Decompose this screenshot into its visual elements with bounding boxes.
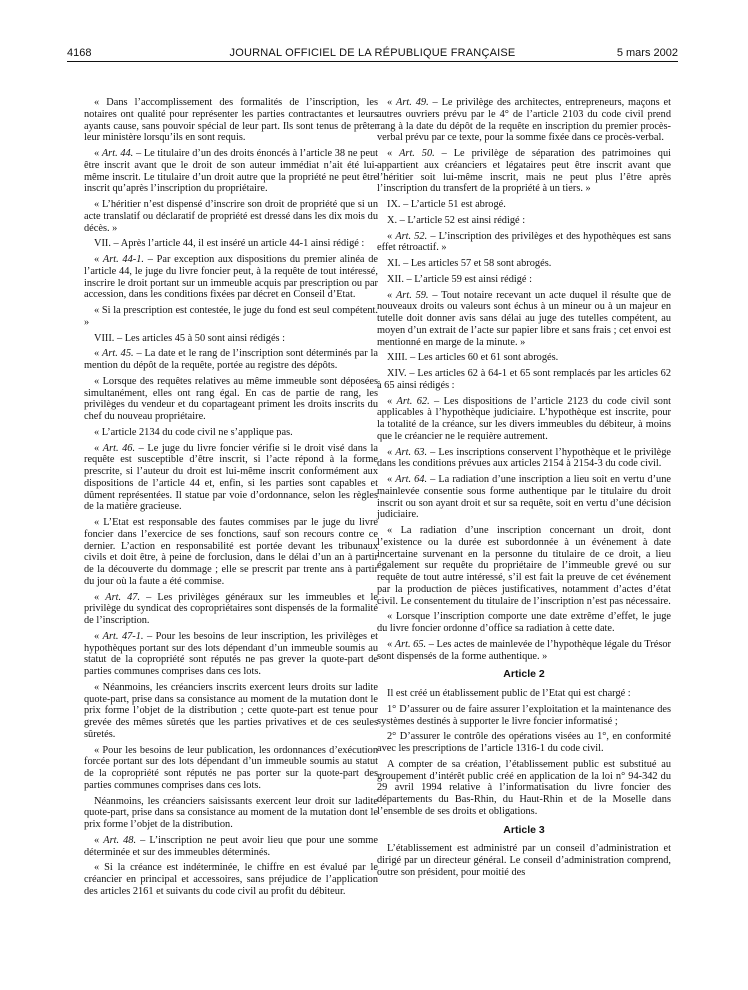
paragraph: Néanmoins, les créanciers saisissants exercent leur droit sur ladite quote-part, prise dans sa consistance au moment de la mutation dont le prix forme l’objet de la distribution. [84, 795, 378, 830]
paragraph: A compter de sa création, l’établissement public est substitué au groupement d’intérêt public créé en application de la loi n° 94-342 du 29 avril 1994 relative à l’informatisation du livre foncier des départements du Bas-Rhin, du Haut-Rhin et de la Moselle dans l’ensemble de ses droits et obligations. [377, 758, 671, 817]
paragraph: « Art. 48. – L’inscription ne peut avoir lieu que pour une somme déterminée et sur des immeubles déterminés. [84, 834, 378, 858]
paragraph: « Art. 49. – Le privilège des architectes, entrepreneurs, maçons et autres ouvriers prévu par le 4° de l’article 2103 du code civil prend rang à la date du dépôt de la requête en inscription du premier procès-verbal prévu par ce texte, pour la somme fixée dans ce procès-verbal. [377, 97, 671, 144]
paragraph: « Art. 63. – Les inscriptions conservent l’hypothèque et le privilège dans les conditions prévues aux articles 2154 à 2154-3 du code civil. [377, 446, 671, 470]
paragraph: « Néanmoins, les créanciers inscrits exercent leurs droits sur ladite quote-part, prise dans sa consistance au moment de la mutation dont le prix forme l’objet de la distribution ; cette quote-part est tenue pour grevée des mêmes sûretés que les parties privatives et de ces seules sûretés. [84, 681, 378, 740]
paragraph: IX. – L’article 51 est abrogé. [387, 199, 506, 210]
journal-title: JOURNAL OFFICIEL DE LA RÉPUBLIQUE FRANÇAISE [229, 47, 516, 59]
paragraph: « Art. 44. – Le titulaire d’un des droits énoncés à l’article 38 ne peut être inscrit avant que le droit de son auteur immédiat n’ait été lui-même inscrit. Le titulaire d’un droit autre que la propriété ne peut être inscrit qu’après l’inscription du propriétaire. [84, 148, 378, 195]
paragraph: « Pour les besoins de leur publication, les ordonnances d’exécution forcée portant sur des lots dépendant d’un immeuble soumis au statut de la copropriété sont réputés ne pas porter sur la quote-part des parties communes comprises dans ces lots. [84, 744, 378, 791]
paragraph: « Art. 47-1. – Pour les besoins de leur inscription, les privilèges et hypothèques portant sur des lots dépendant d’un immeuble soumis au statut de la copropriété sont réputés ne pas grever la quote-part de parties communes comprises dans ces lots. [84, 630, 378, 677]
paragraph: « Art. 59. – Tout notaire recevant un acte duquel il résulte que de nouveaux droits ou valeurs sont échus à un mineur ou à un majeur en tutelle doit donner avis sans délai au juge des tutelles compétent, au moyen d’un extrait de l’acte sur papier libre et sans frais ; cet envoi est mentionné en marge de la minute. » [377, 289, 671, 348]
page-header [67, 44, 678, 60]
paragraph: « Art. 64. – La radiation d’une inscription a lieu soit en vertu d’une mainlevée consentie sous forme authentique par le titulaire du droit inscrit ou son ayant droit et sur sa requête, soit en vertu d’une décision judiciaire. [377, 474, 671, 521]
paragraph: VII. – Après l’article 44, il est inséré un article 44-1 ainsi rédigé : [94, 238, 365, 250]
paragraph: « Art. 45. – La date et le rang de l’inscription sont déterminés par la mention du dépôt de la requête, portée au registre des dépôts. [84, 348, 378, 371]
paragraph: « Art. 46. – Le juge du livre foncier vérifie si le droit visé dans la requête est susceptible d’être inscrit, si l’acte répond à la forme prescrite, si l’auteur du droit est lui-même inscrit conformément aux dispositions de l’article 44 et, enfin, si les parties sont capables et dûment représentées. Il statue par voie d’ordonnance, selon les règles de la matière gracieuse. [84, 442, 378, 513]
article-3-heading: Article 3 [503, 823, 545, 836]
paragraph: Il est créé un établissement public de l’Etat qui est chargé : [387, 688, 631, 699]
paragraph: « L’article 2134 du code civil ne s’applique pas. [94, 426, 293, 438]
page-number: 4168 [67, 47, 92, 59]
paragraph: « Art. 62. – Les dispositions de l’article 2123 du code civil sont applicables à l’hypothèque judiciaire. L’hypothèque est inscrite, pour la totalité de la créance, sur les divers immeubles du débiteur, à moins que le créancier ne le requière autrement. [377, 395, 671, 442]
paragraph: « Art. 52. – L’inscription des privilèges et des hypothèques est sans effet rétroactif. » [377, 230, 672, 254]
article-2-heading: Article 2 [503, 668, 545, 681]
paragraph: « Art. 47. – Les privilèges généraux sur les immeubles et le privilège du syndicat des copropriétaires sont dispensés de la formalité de l’inscription. [84, 591, 378, 626]
left-column [84, 97, 378, 902]
paragraph: XIV. – Les articles 62 à 64-1 et 65 sont remplacés par les articles 62 à 65 ainsi rédigés : [377, 368, 671, 391]
paragraph: 1° D’assurer ou de faire assurer l’exploitation et la maintenance des systèmes destinés à supporter le livre foncier informatisé ; [377, 703, 671, 727]
paragraph: « Lorsque des requêtes relatives au même immeuble sont déposées simultanément, elles ont rang égal. En cas de partie de rang, les privilèges du vendeur et du copartageant priment les droits inscrits du chef du nouveau propriétaire. [84, 375, 378, 422]
paragraph: « Dans l’accomplissement des formalités de l’inscription, les notaires ont qualité pour représenter les parties contractantes et leurs ayants cause, sans pouvoir spécial de leur part. Ils sont tenus de prêter leur ministère lorsqu’ils en sont requis. [84, 97, 378, 144]
paragraph: 2° D’assurer le contrôle des opérations visées au 1°, en conformité avec les prescriptions de l’article 1316-1 du code civil. [377, 731, 671, 754]
paragraph: L’établissement est administré par un conseil d’administration et dirigé par un directeur général. Le conseil d’administration comprend, outre son président, pour moitié des [377, 843, 671, 878]
right-column [377, 97, 671, 883]
paragraph: XI. – Les articles 57 et 58 sont abrogés. [387, 258, 552, 269]
issue-date: 5 mars 2002 [616, 47, 678, 59]
paragraph: « L’héritier n’est dispensé d’inscrire son droit de propriété que si un acte translatif ou déclaratif de propriété est dressé dans les dix mois du décès. » [84, 199, 378, 234]
paragraph: X. – L’article 52 est ainsi rédigé : [387, 214, 526, 226]
paragraph: XIII. – Les articles 60 et 61 sont abrogés. [387, 352, 559, 364]
paragraph: XII. – L’article 59 est ainsi rédigé : [387, 273, 532, 285]
paragraph: « Si la créance est indéterminée, le chiffre en est évalué par le créancier en principal et accessoires, sans préjudice de l’application des articles 2161 et suivants du code civil au profit du débiteur. [84, 862, 378, 897]
paragraph: « Art. 44-1. – Par exception aux dispositions du premier alinéa de l’article 44, le juge du livre foncier peut, à la requête de tout intéressé, inscrire le droit portant sur un immeuble acquis par prescription ou par accession, dans les conditions fixées par décret en Conseil d’Etat. [84, 254, 378, 301]
paragraph: « L’Etat est responsable des fautes commises par le juge du livre foncier dans l’exercice de ses fonctions, sauf son recours contre ce dernier. L’action en responsabilité est portée devant les tribunaux civils et doit être, à peine de forclusion, dans le délai d’un an à partir de la découverte du dommage ; elle se prescrit par trente ans à partir du jour où la faute a été commise. [84, 517, 378, 587]
paragraph: « Art. 50. – Le privilège de séparation des patrimoines qui appartient aux créanciers et légataires peut être inscrit avant que l’héritier soit lui-même inscrit, mais ne peut plus l’être après l’inscription du transfert de la propriété à un tiers. » [377, 148, 671, 195]
paragraph: « La radiation d’une inscription concernant un droit, dont l’existence ou la durée est subordonnée à un événement à date incertaine survenant en la personne du titulaire de ce droit, a lieu également sur requête du propriétaire de l’immeuble grevé ou sur requête de tout autre intéressé, s’il est fait la preuve de cet événement par la production de pièces justificatives, notamment d’actes d’état civil. Le consentement du titulaire de l’inscription n’est pas nécessaire. [377, 525, 671, 607]
header-rule [67, 61, 678, 62]
paragraph: VIII. – Les articles 45 à 50 sont ainsi rédigés : [94, 332, 286, 344]
paragraph: « Lorsque l’inscription comporte une date extrême d’effet, le juge du livre foncier ordonne d’office sa radiation à cette date. [377, 611, 671, 634]
paragraph: « Si la prescription est contestée, le juge du fond est seul compétent. » [84, 305, 378, 328]
paragraph: « Art. 65. – Les actes de mainlevée de l’hypothèque légale du Trésor sont dispensés de la forme authentique. » [377, 638, 671, 662]
